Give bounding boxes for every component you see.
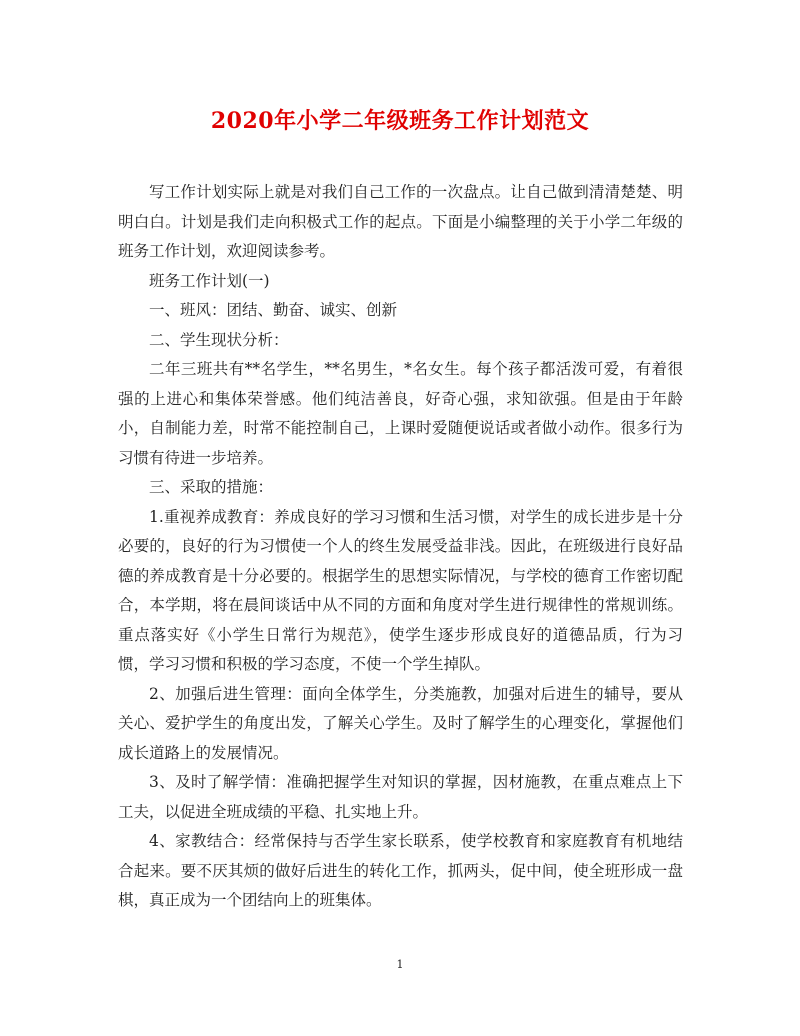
paragraph-analysis: 二年三班共有**名学生，**名男生，*名女生。每个孩子都活泼可爱，有着很强的上进心和集体荣誉感。他们纯洁善良，好奇心强，求知欲强。但是由于年龄小，自制能力差，时常不能控制自己，上课时爱随便说话或者做小动作。很多行为习惯有待进一步培养。 (118, 360, 683, 467)
paragraph-analysis-heading: 二、学生现状分析： (149, 330, 289, 349)
document-title: 2020年小学二年级班务工作计划范文 (210, 108, 590, 134)
document-body (118, 178, 683, 916)
paragraph-measure-1: 1.重视养成教育：养成良好的学习习惯和生活习惯，对学生的成长进步是十分必要的，良好的行为习惯使一个人的终生发展受益非浅。因此，在班级进行良好品德的养成教育是十分必要的。根据学生的思想实际情况，与学校的德育工作密切配合，本学期，将在晨间谈话中从不同的方面和角度对学生进行规律性的常规训练。重点落实好《小学生日常行为规范》，使学生逐步形成良好的道德品质，行为习惯，学习习惯和积极的学习态度，不使一个学生掉队。 (118, 507, 683, 673)
paragraph-measures-heading: 三、采取的措施： (149, 478, 274, 496)
paragraph-measure-2: 2、加强后进生管理：面向全体学生，分类施教，加强对后进生的辅导，要从关心、爱护学生的角度出发，了解关心学生。及时了解学生的心理变化，掌握他们成长道路上的发展情况。 (118, 684, 683, 762)
paragraph-measure-3: 3、及时了解学情：准确把握学生对知识的掌握，因材施教，在重点难点上下工夫，以促进全班成绩的平稳、扎实地上升。 (118, 773, 683, 821)
paragraph-plan-heading: 班务工作计划(一) (149, 271, 270, 290)
page-number: 1 (396, 958, 404, 971)
paragraph-intro: 写工作计划实际上就是对我们自己工作的一次盘点。让自己做到清清楚楚、明明白白。计划是我们走向积极式工作的起点。下面是小编整理的关于小学二年级的班务工作计划，欢迎阅读参考。 (118, 183, 683, 260)
paragraph-measure-4: 4、家教结合：经常保持与否学生家长联系，使学校教育和家庭教育有机地结合起来。要不厌其烦的做好后进生的转化工作，抓两头，促中间，使全班形成一盘棋，真正成为一个团结向上的班集体。 (118, 832, 683, 909)
paragraph-class-style: 一、班风：团结、勤奋、诚实、创新 (149, 301, 398, 319)
